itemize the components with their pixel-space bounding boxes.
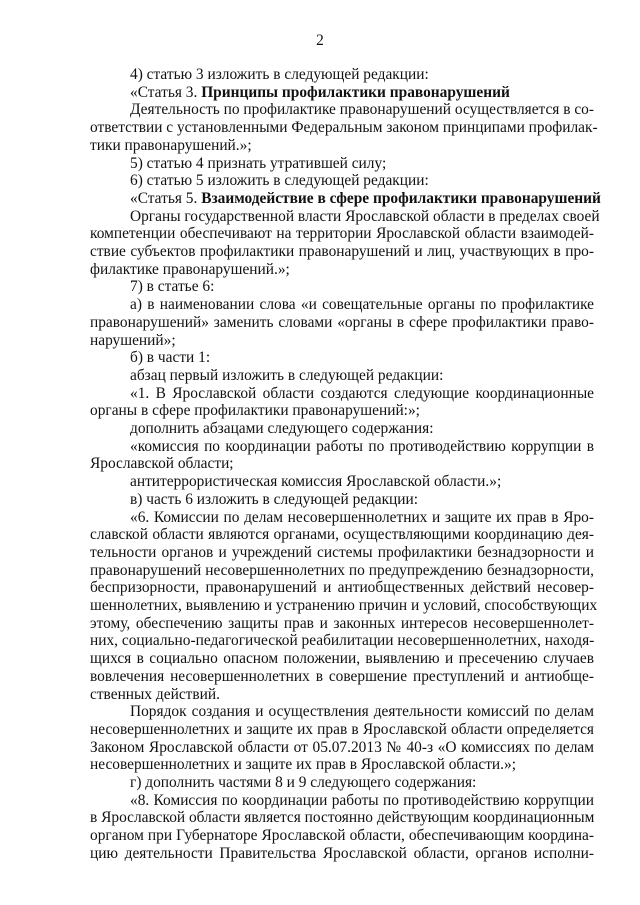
paragraph-line: ствие субъектов профилактики правонарушений и лиц, участвующих в про-: [90, 243, 594, 260]
article-heading-line: [130, 84, 510, 102]
article-title: Взаимодействие в сфере профилактики правонарушений: [201, 189, 601, 207]
paragraph-line: тельности органов и учреждений системы профилактики безнадзорности и: [90, 543, 594, 561]
paragraph-line: цию деятельности Правительства Ярославской области, органов исполни-: [90, 844, 594, 862]
paragraph-line: 4) статью 3 изложить в следующей редакции:: [130, 66, 429, 83]
paragraph-line: «8. Комиссия по координации работы по противодействию коррупции: [130, 791, 594, 809]
paragraph-line: щихся в социально опасном положении, выявлению и пресечению случаев: [90, 650, 594, 668]
paragraph-line: несовершеннолетних и защите их прав в Ярославской области определяется: [90, 720, 594, 738]
paragraph-line: органы в сфере профилактики правонарушений:»;: [90, 402, 420, 420]
paragraph-line: «6. Комиссии по делам несовершеннолетних и защите их прав в Яро-: [130, 508, 594, 526]
paragraph-line: беспризорности, правонарушений и антиобщественных действий несовер-: [90, 579, 594, 597]
article-number: «Статья 3.: [130, 83, 198, 101]
paragraph-line: этому, обеспечению защиты прав и законных интересов несовершеннолет-: [90, 614, 594, 632]
paragraph-line: ответствии с установленными Федеральным законом принципами профилак-: [90, 119, 598, 137]
paragraph-line: нарушений»;: [90, 331, 176, 349]
paragraph-line: славской области являются органами, осуществляющими координацию дея-: [90, 526, 594, 544]
paragraph-line: «комиссия по координации работы по противодействию коррупции в: [130, 437, 594, 455]
paragraph-line: 7) в статье 6:: [130, 278, 215, 296]
paragraph-line: органом при Губернаторе Ярославской области, обеспечивающим координа-: [90, 827, 594, 845]
article-heading-line: [130, 190, 601, 208]
paragraph-line: Органы государственной власти Ярославской области в пределах своей: [130, 207, 600, 225]
paragraph-line: в Ярославской области является постоянно действующим координационным: [90, 809, 595, 827]
paragraph-line: абзац первый изложить в следующей редакции:: [130, 366, 444, 384]
article-title: Принципы профилактики правонарушений: [201, 83, 510, 101]
paragraph-line: а) в наименовании слова «и совещательные органы по профилактике: [130, 296, 594, 314]
paragraph-line: в) часть 6 изложить в следующей редакции:: [130, 490, 419, 508]
paragraph-line: б) в части 1:: [130, 349, 211, 367]
paragraph-line: Ярославской области;: [90, 455, 234, 473]
paragraph-line: тики правонарушений.»;: [90, 136, 252, 154]
paragraph-line: филактике правонарушений.»;: [90, 260, 290, 278]
paragraph-line: ственных действий.: [90, 685, 220, 703]
paragraph-line: Порядок создания и осуществления деятельности комиссий по делам: [130, 703, 594, 721]
paragraph-line: компетенции обеспечивают на территории Ярославской области взаимодей-: [90, 225, 594, 243]
page-number: 2: [316, 32, 324, 49]
paragraph-line: несовершеннолетних и защите их прав в Ярославской области.»;: [90, 756, 516, 774]
paragraph-line: дополнить абзацами следующего содержания:: [130, 420, 434, 437]
paragraph-line: 5) статью 4 признать утратившей силу;: [130, 154, 387, 172]
paragraph-line: шеннолетних, выявлению и устранению причин и условий, способствующих: [90, 597, 598, 614]
paragraph-line: Законом Ярославской области от 05.07.2013 № 40-з «О комиссиях по делам: [90, 738, 594, 756]
paragraph-line: правонарушений» заменить словами «органы в сфере профилактики право-: [90, 313, 594, 331]
paragraph-line: правонарушений несовершеннолетних по предупреждению безнадзорности,: [90, 561, 594, 579]
paragraph-line: них, социально-педагогической реабилитации несовершеннолетних, находя-: [90, 632, 595, 650]
paragraph-line: антитеррористическая комиссия Ярославской области.»;: [130, 473, 502, 491]
paragraph-line: 6) статью 5 изложить в следующей редакции:: [130, 172, 429, 190]
paragraph-line: г) дополнить частями 8 и 9 следующего содержания:: [130, 774, 477, 791]
article-number: «Статья 5.: [130, 189, 198, 207]
paragraph-line: «1. В Ярославской области создаются следующие координационные: [130, 384, 594, 402]
paragraph-line: вовлечения несовершеннолетних в совершение преступлений и антиобще-: [90, 667, 594, 685]
paragraph-line: Деятельность по профилактике правонарушений осуществляется в со-: [130, 101, 594, 119]
